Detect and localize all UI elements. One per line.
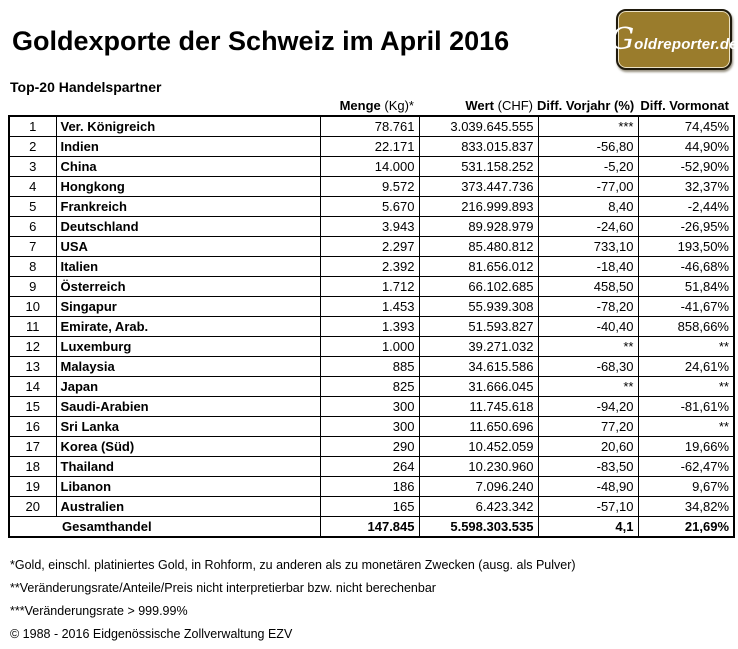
- cell-wert: 81.656.012: [419, 257, 538, 277]
- cell-rank: 2: [9, 137, 56, 157]
- column-header-country: [55, 98, 319, 114]
- cell-country: Thailand: [56, 457, 320, 477]
- footnote-3: ***Veränderungsrate > 999.99%: [10, 604, 188, 618]
- cell-menge: 1.712: [320, 277, 419, 297]
- logo-letter-g: G: [610, 21, 635, 57]
- cell-menge: 825: [320, 377, 419, 397]
- cell-vorjahr: -48,90: [538, 477, 638, 497]
- cell-country: Japan: [56, 377, 320, 397]
- cell-vormonat: **: [638, 417, 734, 437]
- cell-vorjahr: -68,30: [538, 357, 638, 377]
- table-row: [9, 217, 734, 237]
- cell-country: Österreich: [56, 277, 320, 297]
- cell-wert: 39.271.032: [419, 337, 538, 357]
- cell-vormonat: 193,50%: [638, 237, 734, 257]
- table-row: [9, 457, 734, 477]
- cell-menge: 22.171: [320, 137, 419, 157]
- cell-wert: 373.447.736: [419, 177, 538, 197]
- column-header-vormonat: Diff. Vormonat: [640, 98, 729, 113]
- cell-menge: 186: [320, 477, 419, 497]
- cell-wert: 11.745.618: [419, 397, 538, 417]
- cell-menge: 1.000: [320, 337, 419, 357]
- cell-vormonat: -52,90%: [638, 157, 734, 177]
- cell-menge: 9.572: [320, 177, 419, 197]
- cell-vormonat: 34,82%: [638, 497, 734, 517]
- cell-rank: 5: [9, 197, 56, 217]
- cell-rank: 1: [9, 116, 56, 137]
- total-vorjahr: 4,1: [538, 517, 638, 538]
- cell-wert: 11.650.696: [419, 417, 538, 437]
- cell-menge: 290: [320, 437, 419, 457]
- cell-menge: 885: [320, 357, 419, 377]
- cell-menge: 5.670: [320, 197, 419, 217]
- cell-country: Ver. Königreich: [56, 116, 320, 137]
- cell-rank: 3: [9, 157, 56, 177]
- table-row: [9, 337, 734, 357]
- cell-vormonat: -26,95%: [638, 217, 734, 237]
- column-header-row: [8, 98, 733, 114]
- cell-country: Italien: [56, 257, 320, 277]
- cell-vormonat: -41,67%: [638, 297, 734, 317]
- cell-wert: 51.593.827: [419, 317, 538, 337]
- cell-vormonat: -46,68%: [638, 257, 734, 277]
- cell-vorjahr: -83,50: [538, 457, 638, 477]
- cell-vormonat: 74,45%: [638, 116, 734, 137]
- cell-wert: 7.096.240: [419, 477, 538, 497]
- cell-country: Libanon: [56, 477, 320, 497]
- cell-vorjahr: ***: [538, 116, 638, 137]
- column-header-rank: [8, 98, 55, 114]
- exports-table: [8, 115, 735, 538]
- table-row: [9, 317, 734, 337]
- cell-vorjahr: -94,20: [538, 397, 638, 417]
- total-label: Gesamthandel: [9, 517, 320, 538]
- cell-vorjahr: **: [538, 377, 638, 397]
- table-row: [9, 437, 734, 457]
- cell-menge: 264: [320, 457, 419, 477]
- cell-vormonat: 44,90%: [638, 137, 734, 157]
- table-row: [9, 137, 734, 157]
- cell-wert: 55.939.308: [419, 297, 538, 317]
- cell-rank: 18: [9, 457, 56, 477]
- cell-vormonat: -81,61%: [638, 397, 734, 417]
- table-body: [9, 116, 734, 517]
- cell-wert: 10.230.960: [419, 457, 538, 477]
- cell-vorjahr: 8,40: [538, 197, 638, 217]
- cell-rank: 15: [9, 397, 56, 417]
- cell-country: Luxemburg: [56, 337, 320, 357]
- cell-rank: 16: [9, 417, 56, 437]
- cell-wert: 34.615.586: [419, 357, 538, 377]
- cell-vorjahr: -18,40: [538, 257, 638, 277]
- table-row: [9, 237, 734, 257]
- cell-vorjahr: 733,10: [538, 237, 638, 257]
- cell-wert: 85.480.812: [419, 237, 538, 257]
- cell-vormonat: 32,37%: [638, 177, 734, 197]
- cell-menge: 300: [320, 397, 419, 417]
- total-row: [9, 517, 734, 538]
- cell-rank: 4: [9, 177, 56, 197]
- cell-wert: 66.102.685: [419, 277, 538, 297]
- cell-rank: 17: [9, 437, 56, 457]
- cell-vormonat: **: [638, 337, 734, 357]
- copyright-line: © 1988 - 2016 Eidgenössische Zollverwaltung EZV: [10, 627, 293, 641]
- cell-rank: 10: [9, 297, 56, 317]
- cell-menge: 165: [320, 497, 419, 517]
- table-row: [9, 116, 734, 137]
- cell-menge: 300: [320, 417, 419, 437]
- cell-wert: 31.666.045: [419, 377, 538, 397]
- cell-rank: 8: [9, 257, 56, 277]
- footnotes: [10, 557, 576, 649]
- cell-wert: 833.015.837: [419, 137, 538, 157]
- cell-rank: 20: [9, 497, 56, 517]
- table-row: [9, 277, 734, 297]
- cell-wert: 6.423.342: [419, 497, 538, 517]
- table-row: [9, 497, 734, 517]
- cell-menge: 2.297: [320, 237, 419, 257]
- table-subtitle: Top-20 Handelspartner: [10, 79, 162, 95]
- cell-country: Malaysia: [56, 357, 320, 377]
- cell-country: Sri Lanka: [56, 417, 320, 437]
- cell-vorjahr: 20,60: [538, 437, 638, 457]
- cell-country: USA: [56, 237, 320, 257]
- cell-wert: 216.999.893: [419, 197, 538, 217]
- cell-vormonat: **: [638, 377, 734, 397]
- table-row: [9, 177, 734, 197]
- cell-vorjahr: 77,20: [538, 417, 638, 437]
- table-row: [9, 417, 734, 437]
- table-footer: [9, 517, 734, 538]
- cell-menge: 1.393: [320, 317, 419, 337]
- cell-vorjahr: -78,20: [538, 297, 638, 317]
- cell-country: Frankreich: [56, 197, 320, 217]
- table-row: [9, 397, 734, 417]
- cell-vorjahr: -40,40: [538, 317, 638, 337]
- cell-wert: 89.928.979: [419, 217, 538, 237]
- column-header-vorjahr: Diff. Vorjahr (%): [537, 98, 635, 113]
- cell-rank: 7: [9, 237, 56, 257]
- goldreporter-logo: [610, 9, 738, 70]
- cell-wert: 10.452.059: [419, 437, 538, 457]
- cell-vormonat: -62,47%: [638, 457, 734, 477]
- cell-wert: 3.039.645.555: [419, 116, 538, 137]
- cell-vorjahr: -24,60: [538, 217, 638, 237]
- cell-rank: 14: [9, 377, 56, 397]
- cell-rank: 6: [9, 217, 56, 237]
- table-row: [9, 377, 734, 397]
- footnote-2: **Veränderungsrate/Anteile/Preis nicht interpretierbar bzw. nicht berechenbar: [10, 581, 436, 595]
- exports-table-wrap: [8, 115, 735, 538]
- table-row: [9, 157, 734, 177]
- cell-vormonat: 24,61%: [638, 357, 734, 377]
- table-row: [9, 477, 734, 497]
- cell-rank: 12: [9, 337, 56, 357]
- cell-country: Saudi-Arabien: [56, 397, 320, 417]
- cell-rank: 19: [9, 477, 56, 497]
- cell-vorjahr: -5,20: [538, 157, 638, 177]
- table-row: [9, 257, 734, 277]
- cell-country: China: [56, 157, 320, 177]
- column-header-wert: Wert (CHF): [465, 98, 533, 113]
- cell-vormonat: 9,67%: [638, 477, 734, 497]
- column-header-menge: Menge (Kg)*: [339, 98, 414, 113]
- cell-vorjahr: 458,50: [538, 277, 638, 297]
- table-row: [9, 197, 734, 217]
- footnote-1: *Gold, einschl. platiniertes Gold, in Rohform, zu anderen als zu monetären Zwecken (ausg. als Pulver): [10, 558, 576, 572]
- cell-country: Australien: [56, 497, 320, 517]
- cell-country: Deutschland: [56, 217, 320, 237]
- cell-menge: 14.000: [320, 157, 419, 177]
- cell-country: Korea (Süd): [56, 437, 320, 457]
- cell-country: Indien: [56, 137, 320, 157]
- cell-menge: 78.761: [320, 116, 419, 137]
- cell-vorjahr: -56,80: [538, 137, 638, 157]
- total-wert: 5.598.303.535: [419, 517, 538, 538]
- cell-vormonat: 51,84%: [638, 277, 734, 297]
- total-menge: 147.845: [320, 517, 419, 538]
- cell-rank: 9: [9, 277, 56, 297]
- cell-rank: 13: [9, 357, 56, 377]
- cell-country: Emirate, Arab.: [56, 317, 320, 337]
- total-vormonat: 21,69%: [638, 517, 734, 538]
- cell-vorjahr: **: [538, 337, 638, 357]
- cell-menge: 2.392: [320, 257, 419, 277]
- cell-wert: 531.158.252: [419, 157, 538, 177]
- cell-country: Singapur: [56, 297, 320, 317]
- cell-country: Hongkong: [56, 177, 320, 197]
- cell-vormonat: 19,66%: [638, 437, 734, 457]
- cell-menge: 3.943: [320, 217, 419, 237]
- cell-vormonat: 858,66%: [638, 317, 734, 337]
- cell-vorjahr: -57,10: [538, 497, 638, 517]
- cell-menge: 1.453: [320, 297, 419, 317]
- goldreporter-logo-text: [610, 21, 738, 57]
- table-row: [9, 357, 734, 377]
- logo-wordmark: oldreporter.de: [634, 35, 738, 53]
- page-title: Goldexporte der Schweiz im April 2016: [12, 26, 510, 56]
- cell-rank: 11: [9, 317, 56, 337]
- table-row: [9, 297, 734, 317]
- cell-vormonat: -2,44%: [638, 197, 734, 217]
- cell-vorjahr: -77,00: [538, 177, 638, 197]
